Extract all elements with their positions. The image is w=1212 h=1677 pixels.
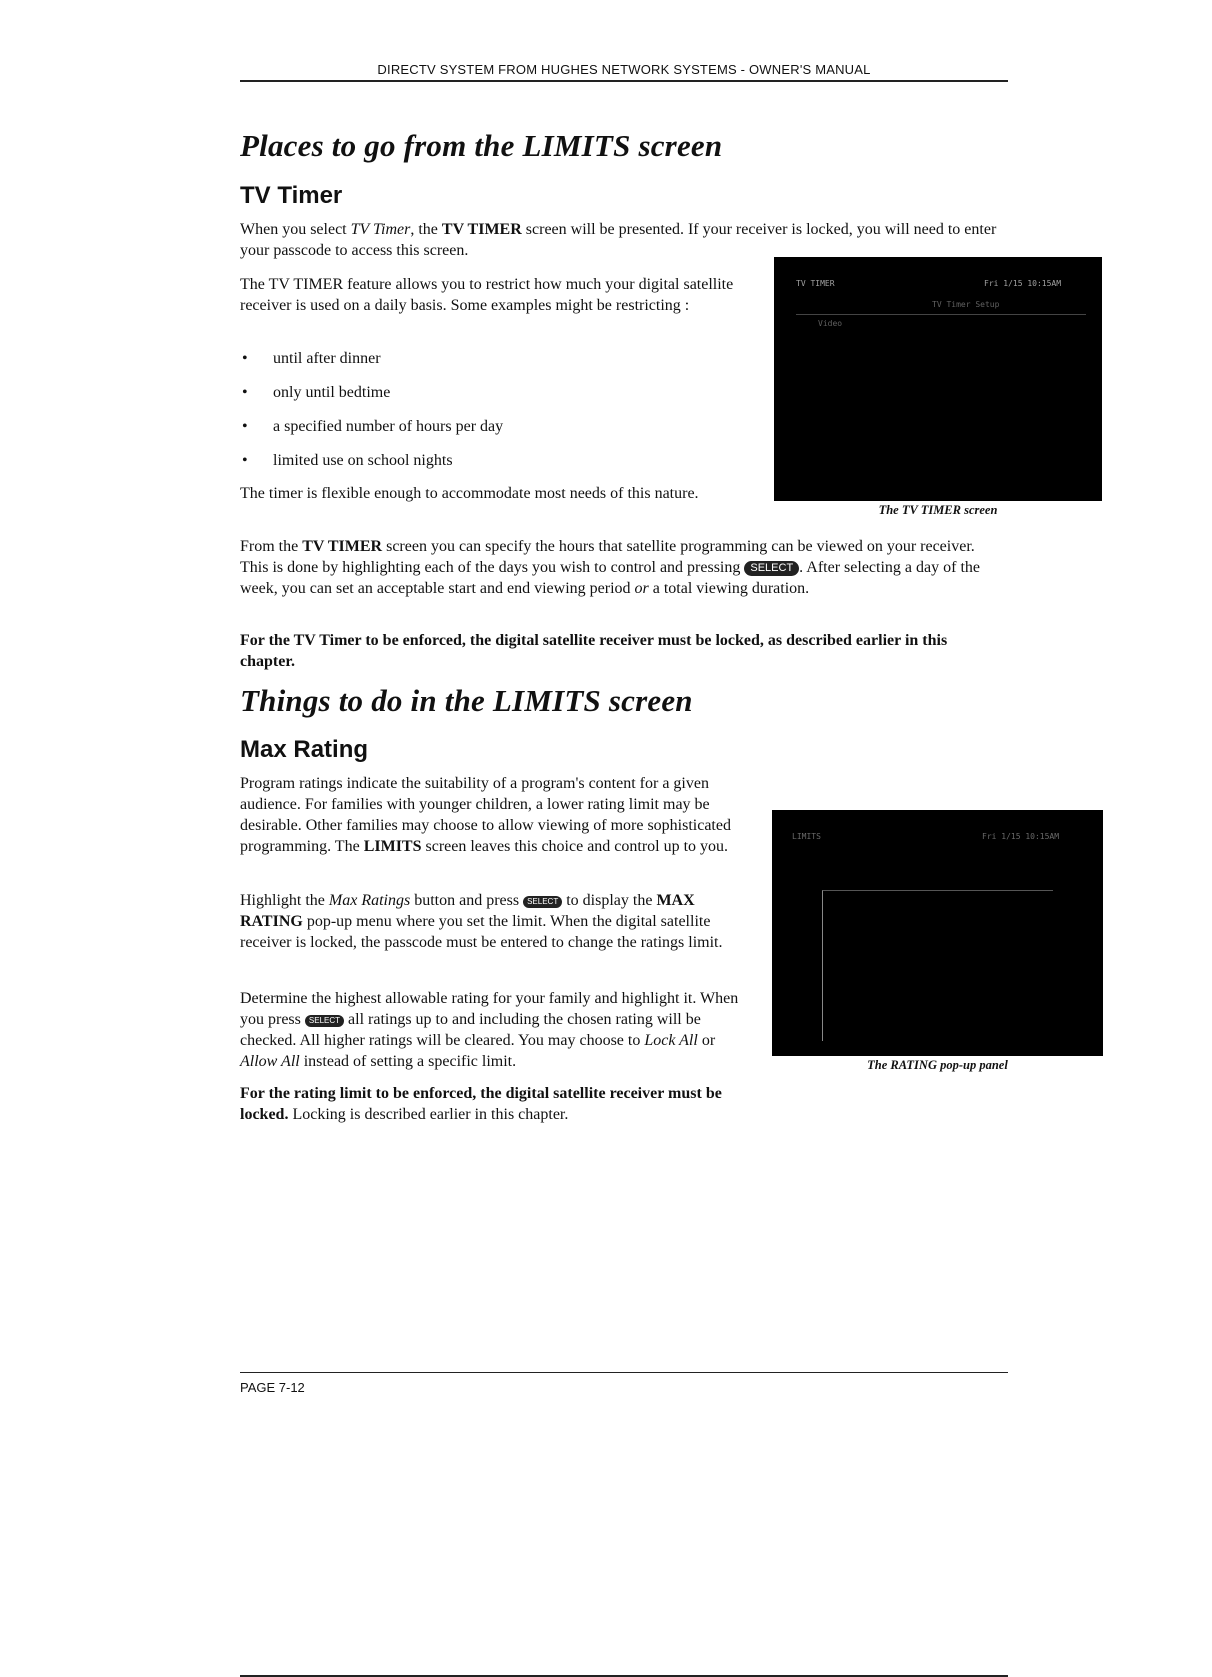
list-item: • a specified number of hours per day — [242, 418, 504, 435]
rating-popup-caption: The RATING pop-up panel — [867, 1058, 1008, 1072]
enforce-note: For the TV Timer to be enforced, the digital satellite receiver must be locked, as described earlier in this chapter. — [240, 632, 948, 670]
tv-timer-title: TV TIMER — [796, 279, 835, 288]
rating-popup-screenshot — [772, 810, 1103, 1056]
footer-rule — [240, 1675, 1008, 1677]
tv-timer-setup-label: TV Timer Setup — [932, 300, 1000, 309]
tv-timer-video-label: Video — [818, 319, 843, 328]
flexible-paragraph: The timer is flexible enough to accommodate most needs of this nature. — [240, 485, 699, 502]
list-item: • until after dinner — [242, 350, 381, 367]
tv-timer-clock: Fri 1/15 10:15AM — [984, 279, 1062, 288]
select-button-icon: SELECT — [744, 561, 799, 576]
header-rule — [240, 80, 1008, 82]
section-heading-things: Things to do in the LIMITS screen — [240, 683, 693, 718]
highlight-paragraph: Highlight the Max Ratings button and press SELECT to display the MAX RATING pop-up menu where you set the limit. When the digital satellite receiver is locked, the passcode must be entered to change the ratings limit. — [240, 892, 723, 951]
feature-paragraph: The TV TIMER feature allows you to restrict how much your digital satellite receiver is used on a daily basis. Some examples might be restricting : — [240, 276, 734, 314]
rating-popup-frame — [822, 890, 1053, 1041]
tv-timer-caption: The TV TIMER screen — [878, 503, 998, 517]
select-button-icon: SELECT — [305, 1015, 344, 1027]
select-button-icon: SELECT — [523, 896, 562, 908]
from-paragraph: From the TV TIMER screen you can specify the hours that satellite programming can be viewed on your receiver. This is done by highlighting each of the days you wish to control and pressing SELECT . After selecting a day of the week, you can set an acceptable start and end viewing period or a total viewing duration. — [240, 538, 980, 597]
tv-timer-screenshot — [774, 257, 1102, 501]
rating-enforce-note: For the rating limit to be enforced, the digital satellite receiver must be locked. Locking is described earlier in this chapter. — [240, 1085, 722, 1123]
subheading-tv-timer: TV Timer — [240, 182, 343, 209]
determine-paragraph: Determine the highest allowable rating for your family and highlight it. When you press SELECT all ratings up to and including the chosen rating will be checked. All higher ratings will be cleared. You may choose to Lock All or Allow All instead of setting a specific limit. — [240, 990, 739, 1070]
list-item: • only until bedtime — [242, 384, 391, 401]
list-item: • limited use on school nights — [242, 452, 453, 469]
footer-rule — [240, 1372, 1008, 1373]
rating-screen-clock: Fri 1/15 10:15AM — [982, 832, 1060, 841]
section-heading-places: Places to go from the LIMITS screen — [240, 128, 723, 163]
subheading-max-rating: Max Rating — [240, 736, 369, 763]
rating-screen-title: LIMITS — [792, 832, 821, 841]
running-header: DIRECTV SYSTEM FROM HUGHES NETWORK SYSTEMS - OWNER'S MANUAL — [377, 62, 871, 77]
page-number: PAGE 7-12 — [240, 1380, 305, 1395]
tv-timer-divider — [796, 314, 1086, 315]
examples-list — [240, 348, 740, 484]
ratings-paragraph: Program ratings indicate the suitability of a program's content for a given audience. For families with younger children, a lower rating limit may be desirable. Other families may choose to allow viewing of more sophisticated programming. The LIMITS screen leaves this choice and control up to you. — [240, 775, 731, 855]
intro-paragraph: When you select TV Timer, the TV TIMER screen will be presented. If your receiver is locked, you will need to enter your passcode to access this screen. — [240, 221, 997, 259]
